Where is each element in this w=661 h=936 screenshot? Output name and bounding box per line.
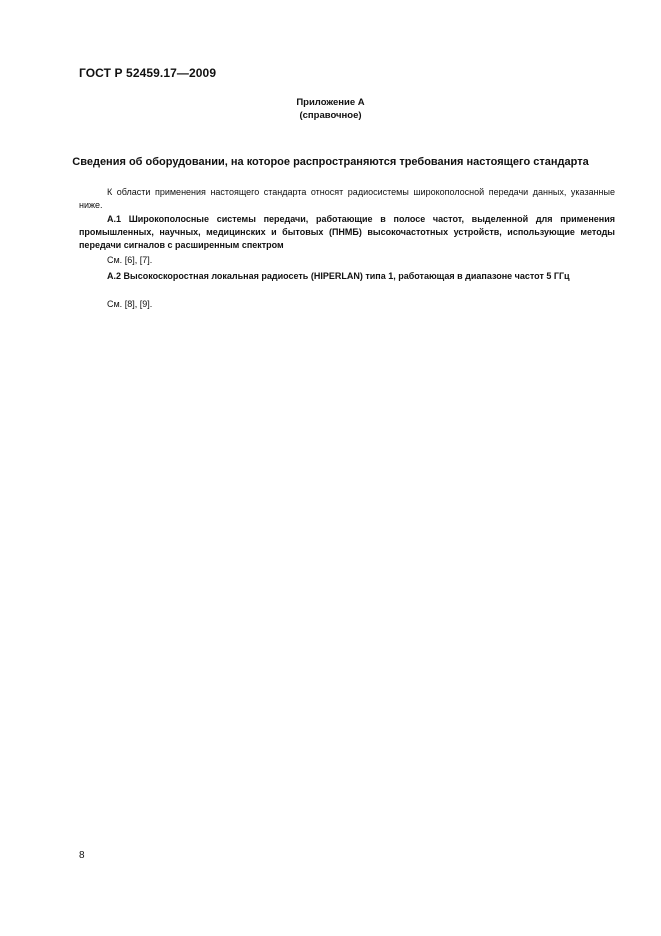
section-a2-reference: См. [8], [9].	[107, 299, 153, 309]
intro-paragraph: К области применения настоящего стандарта относят радиосистемы широкополосной передачи данных, указанные ниже.	[79, 187, 615, 210]
section-a2-heading: А.2 Высокоскоростная локальная радиосеть (HIPERLAN) типа 1, работающая в диапазоне частот 5 ГГц	[107, 271, 570, 281]
appendix-title: Приложение А	[296, 97, 365, 108]
section-a1-heading: А.1 Широкополосные системы передачи, работающие в полосе частот, выделенной для применения промышленных, научных, медицинских и бытовых (ПНМБ) высокочастотных устройств, использующие методы передачи сигналов с расширенным спектром	[79, 214, 615, 250]
standard-code-header: ГОСТ Р 52459.17—2009	[79, 66, 217, 80]
section-a1-reference: См. [6], [7].	[107, 255, 153, 265]
page-number: 8	[79, 850, 85, 861]
appendix-subtitle: (справочное)	[299, 110, 362, 121]
document-title: Сведения об оборудовании, на которое распространяются требования настоящего стандарта	[72, 156, 589, 168]
